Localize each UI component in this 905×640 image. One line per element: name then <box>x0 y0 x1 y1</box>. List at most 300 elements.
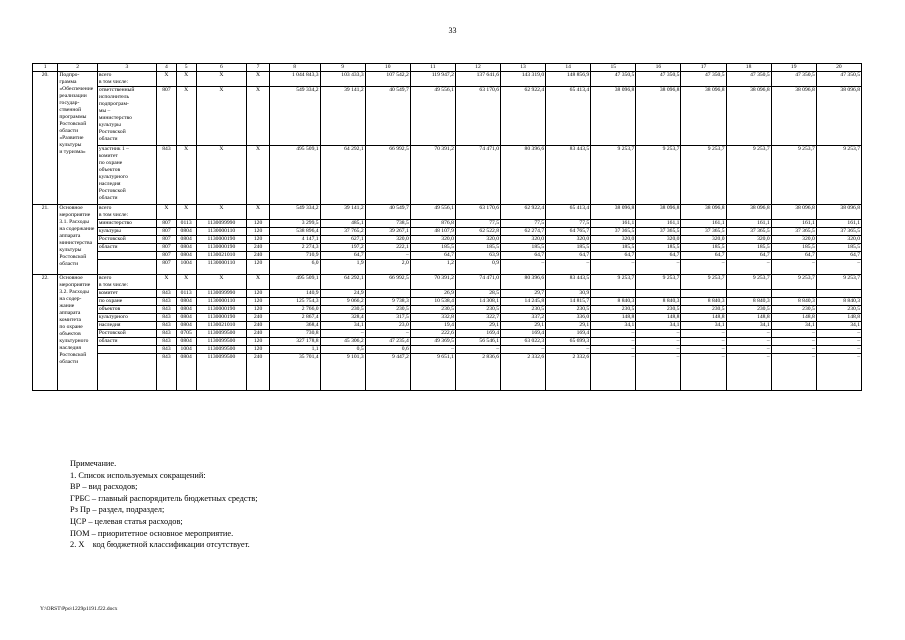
amount-cell: 320,0 <box>455 236 500 244</box>
amount-cell: 169,4 <box>501 330 546 338</box>
amount-cell: 29,1 <box>455 322 500 330</box>
executor-label: Ростовской <box>97 236 156 244</box>
amount-cell: – <box>455 346 500 354</box>
amount-cell: 64,7 <box>591 252 636 260</box>
amount-cell <box>681 290 726 298</box>
amount-cell: 29,1 <box>501 322 546 330</box>
amount-cell: 9 253,7 <box>591 146 636 205</box>
amount-cell: 148 856,9 <box>546 72 591 87</box>
amount-cell: – <box>816 260 861 275</box>
amount-cell: 230,5 <box>681 306 726 314</box>
amount-cell: 738,5 <box>365 220 410 228</box>
column-number: 10 <box>365 64 410 72</box>
amount-cell: 0,5 <box>320 346 365 354</box>
amount-cell <box>365 290 410 298</box>
executor-label: объектов <box>97 306 156 314</box>
executor-label: Ростовской <box>97 330 156 338</box>
amount-cell: 24,9 <box>320 290 365 298</box>
budget-code-cell: X <box>176 205 196 220</box>
amount-cell: 9 253,7 <box>681 275 726 290</box>
amount-cell: 2 274,3 <box>269 244 320 252</box>
amount-cell: 38 096,8 <box>816 205 861 220</box>
amount-cell: 222,1 <box>365 244 410 252</box>
budget-code-cell: 1130000110 <box>196 228 247 236</box>
table-row <box>33 260 862 275</box>
amount-cell: 161,1 <box>636 220 681 228</box>
amount-cell: 549 334,2 <box>269 87 320 146</box>
amount-cell: 38 096,8 <box>591 205 636 220</box>
column-number: 1 <box>33 64 58 72</box>
amount-cell: 185,5 <box>410 244 455 252</box>
executor-label: по охране <box>97 298 156 306</box>
amount-cell: 2 766,0 <box>269 306 320 314</box>
amount-cell: 137 641,6 <box>455 72 500 87</box>
amount-cell: 148,8 <box>816 314 861 322</box>
amount-cell: 125 754,3 <box>269 298 320 306</box>
amount-cell: 495 509,1 <box>269 275 320 290</box>
amount-cell: 230,5 <box>636 306 681 314</box>
budget-code-cell: 240 <box>247 354 270 391</box>
amount-cell: 9 253,7 <box>726 275 771 290</box>
amount-cell: 37 365,5 <box>816 228 861 236</box>
amount-cell: 148,8 <box>636 314 681 322</box>
amount-cell: – <box>771 260 816 275</box>
amount-cell: – <box>726 354 771 391</box>
amount-cell: – <box>501 346 546 354</box>
amount-cell: 47 350,5 <box>816 72 861 87</box>
amount-cell: 63 170,6 <box>455 87 500 146</box>
amount-cell: 34,1 <box>636 322 681 330</box>
amount-cell: 83 443,5 <box>546 275 591 290</box>
budget-code-cell: X <box>176 275 196 290</box>
budget-code-cell: 843 <box>157 322 177 330</box>
budget-code-cell: 1130099500 <box>196 346 247 354</box>
amount-cell <box>726 290 771 298</box>
amount-cell: – <box>591 354 636 391</box>
amount-cell: 47 350,5 <box>726 72 771 87</box>
amount-cell: 9 253,7 <box>636 146 681 205</box>
budget-code-cell: 1130099500 <box>196 330 247 338</box>
budget-code-cell: 1130000190 <box>196 236 247 244</box>
budget-code-cell: 843 <box>157 306 177 314</box>
budget-code-cell: 807 <box>157 236 177 244</box>
amount-cell: 49 556,1 <box>410 87 455 146</box>
amount-cell: 28,5 <box>455 290 500 298</box>
amount-cell: 1,9 <box>320 260 365 275</box>
table-row <box>33 236 862 244</box>
amount-cell: 2,0 <box>365 260 410 275</box>
amount-cell: – <box>726 338 771 346</box>
amount-cell: – <box>681 338 726 346</box>
amount-cell: 80 396,6 <box>501 146 546 205</box>
amount-cell: 230,5 <box>546 306 591 314</box>
amount-cell: 14 308,1 <box>455 298 500 306</box>
table-row <box>33 346 862 354</box>
column-number: 18 <box>726 64 771 72</box>
budget-code-cell: X <box>176 146 196 205</box>
budget-code-cell: 807 <box>157 252 177 260</box>
amount-cell <box>636 290 681 298</box>
amount-cell: 70 391,2 <box>410 146 455 205</box>
amount-cell: 34,1 <box>771 322 816 330</box>
executor-label: культурного <box>97 314 156 322</box>
budget-code-cell: 120 <box>247 306 270 314</box>
amount-cell: 64 292,1 <box>320 275 365 290</box>
table-row <box>33 228 862 236</box>
budget-code-cell: 1130000190 <box>196 244 247 252</box>
budget-code-cell: 807 <box>157 228 177 236</box>
amount-cell: 64,7 <box>546 252 591 260</box>
amount-cell: 64,7 <box>681 252 726 260</box>
amount-cell: – <box>726 260 771 275</box>
note-line: 1. Список используемых сокращений: <box>70 470 206 480</box>
budget-code-cell: X <box>196 146 247 205</box>
budget-code-cell: 0804 <box>176 306 196 314</box>
amount-cell: – <box>546 260 591 275</box>
amount-cell: 8 840,3 <box>591 298 636 306</box>
amount-cell: 38 096,8 <box>681 87 726 146</box>
amount-cell: 1 044 843,3 <box>269 72 320 87</box>
column-number: 16 <box>636 64 681 72</box>
amount-cell: – <box>320 330 365 338</box>
budget-code-cell: 1130000190 <box>196 306 247 314</box>
amount-cell: 185,5 <box>636 244 681 252</box>
executor-label: министерство <box>97 220 156 228</box>
amount-cell: – <box>816 330 861 338</box>
row-number: 22. <box>33 275 58 391</box>
amount-cell: 64,7 <box>501 252 546 260</box>
amount-cell: 9 447,2 <box>365 354 410 391</box>
column-number: 14 <box>546 64 591 72</box>
table-row <box>33 314 862 322</box>
amount-cell: 169,4 <box>455 330 500 338</box>
amount-cell: 2 867,4 <box>269 314 320 322</box>
table-row <box>33 72 862 87</box>
amount-cell: – <box>591 260 636 275</box>
program-name: Основное мероприятие 3.2. Расходы на содер- жание аппарата комитета по охране объектов культурного наследия Ростовской области <box>58 275 97 391</box>
table-row <box>33 146 862 205</box>
amount-cell: 185,5 <box>681 244 726 252</box>
executor-label: участник 1 – комитет по охране объектов культурного наследия Ростовской области <box>97 146 156 205</box>
budget-code-cell: 843 <box>157 338 177 346</box>
table-row <box>33 244 862 252</box>
amount-cell: 64,7 <box>816 252 861 260</box>
amount-cell <box>591 290 636 298</box>
executor-label: области <box>97 338 156 346</box>
executor-label: комитет <box>97 290 156 298</box>
budget-code-cell: 0705 <box>176 330 196 338</box>
amount-cell: 230,5 <box>501 306 546 314</box>
budget-code-cell: 1130021010 <box>196 322 247 330</box>
amount-cell: 9 253,7 <box>726 146 771 205</box>
executor-label: культуры <box>97 228 156 236</box>
amount-cell: 40 549,7 <box>365 87 410 146</box>
amount-cell: – <box>636 354 681 391</box>
budget-code-cell: X <box>196 72 247 87</box>
amount-cell: 64 765,7 <box>546 228 591 236</box>
note-line: ВР – вид расходов; <box>70 482 138 492</box>
amount-cell: 34,1 <box>320 322 365 330</box>
amount-cell: 368,4 <box>269 322 320 330</box>
amount-cell: 230,5 <box>455 306 500 314</box>
amount-cell: 9 253,7 <box>816 146 861 205</box>
budget-code-cell: 0804 <box>176 314 196 322</box>
amount-cell: 322,7 <box>455 314 500 322</box>
amount-cell <box>771 290 816 298</box>
column-number: 7 <box>247 64 270 72</box>
amount-cell: 185,5 <box>501 244 546 252</box>
amount-cell: 37 365,5 <box>726 228 771 236</box>
budget-code-cell: 0113 <box>176 220 196 228</box>
amount-cell: 148,8 <box>681 314 726 322</box>
budget-code-cell: 0113 <box>176 290 196 298</box>
amount-cell: 63,9 <box>455 252 500 260</box>
table-row <box>33 298 862 306</box>
budget-code-cell: X <box>247 275 270 290</box>
amount-cell: 9 253,7 <box>591 275 636 290</box>
table-row <box>33 306 862 314</box>
amount-cell: 337,2 <box>501 314 546 322</box>
budget-code-cell: 1130099990 <box>196 220 247 228</box>
budget-code-cell: X <box>247 146 270 205</box>
amount-cell: 320,0 <box>726 236 771 244</box>
amount-cell: – <box>771 346 816 354</box>
amount-cell: 320,0 <box>816 236 861 244</box>
budget-code-cell: X <box>247 205 270 220</box>
amount-cell: 185,5 <box>546 244 591 252</box>
amount-cell: 1,1 <box>269 346 320 354</box>
amount-cell: 185,5 <box>591 244 636 252</box>
budget-code-cell: 120 <box>247 236 270 244</box>
budget-code-cell: 0804 <box>176 298 196 306</box>
budget-code-cell: 120 <box>247 220 270 228</box>
amount-cell: 107 542,2 <box>365 72 410 87</box>
amount-cell: 222,6 <box>410 330 455 338</box>
amount-cell: 230,5 <box>410 306 455 314</box>
column-number: 19 <box>771 64 816 72</box>
amount-cell: 30,9 <box>546 290 591 298</box>
amount-cell: 320,0 <box>591 236 636 244</box>
budget-code-cell: 240 <box>247 314 270 322</box>
program-name: Подпро- грамма «Обеспечение реализации государ- ственной программы Ростовской области «Развитие культуры и туризма» <box>58 72 97 205</box>
amount-cell: 74 471,0 <box>455 146 500 205</box>
budget-code-cell: 120 <box>247 260 270 275</box>
table-row <box>33 220 862 228</box>
amount-cell: 38 096,8 <box>726 205 771 220</box>
amount-cell: 1,2 <box>410 260 455 275</box>
amount-cell: 8 840,3 <box>636 298 681 306</box>
amount-cell: – <box>636 260 681 275</box>
amount-cell: 320,0 <box>636 236 681 244</box>
amount-cell: 29,1 <box>546 322 591 330</box>
amount-cell: – <box>816 346 861 354</box>
budget-code-cell: 807 <box>157 244 177 252</box>
amount-cell: 8 840,3 <box>771 298 816 306</box>
executor-label <box>97 354 156 391</box>
amount-cell: 62 922,4 <box>501 87 546 146</box>
budget-code-cell: 843 <box>157 330 177 338</box>
amount-cell: 538 896,4 <box>269 228 320 236</box>
amount-cell: 47 235,4 <box>365 338 410 346</box>
amount-cell: 34,1 <box>726 322 771 330</box>
executor-label <box>97 252 156 260</box>
amount-cell: 38 096,8 <box>771 205 816 220</box>
amount-cell: 62 274,7 <box>501 228 546 236</box>
amount-cell: 320,0 <box>771 236 816 244</box>
amount-cell: 185,5 <box>771 244 816 252</box>
amount-cell: 230,5 <box>591 306 636 314</box>
budget-code-cell: 240 <box>247 252 270 260</box>
budget-code-cell: 120 <box>247 298 270 306</box>
amount-cell: 64,7 <box>771 252 816 260</box>
amount-cell: – <box>501 260 546 275</box>
amount-cell: 56 546,1 <box>455 338 500 346</box>
amount-cell: 14 815,7 <box>546 298 591 306</box>
budget-code-cell: 807 <box>157 260 177 275</box>
amount-cell: 9 253,7 <box>636 275 681 290</box>
amount-cell: 37 365,5 <box>681 228 726 236</box>
amount-cell: 10 538,4 <box>410 298 455 306</box>
amount-cell: 9 253,7 <box>816 275 861 290</box>
amount-cell: 730,8 <box>269 330 320 338</box>
budget-code-cell: 240 <box>247 330 270 338</box>
amount-cell: – <box>591 338 636 346</box>
budget-code-cell: X <box>157 72 177 87</box>
budget-code-cell: 1130021010 <box>196 252 247 260</box>
budget-code-cell: 120 <box>247 338 270 346</box>
budget-code-cell: X <box>176 87 196 146</box>
budget-code-cell: X <box>157 205 177 220</box>
column-number: 3 <box>97 64 156 72</box>
amount-cell: 35 701,4 <box>269 354 320 391</box>
amount-cell: – <box>771 330 816 338</box>
budget-code-cell: 0804 <box>176 354 196 391</box>
amount-cell: 9 253,7 <box>681 146 726 205</box>
budget-code-cell: 843 <box>157 314 177 322</box>
executor-label: всего в том числе: <box>97 205 156 220</box>
amount-cell: 2 332,6 <box>501 354 546 391</box>
notes-block <box>70 458 258 551</box>
amount-cell: 495 509,1 <box>269 146 320 205</box>
amount-cell: 37 365,5 <box>636 228 681 236</box>
executor-label: всего в том числе: <box>97 72 156 87</box>
budget-code-cell: 120 <box>247 346 270 354</box>
executor-label: области <box>97 244 156 252</box>
amount-cell: 317,5 <box>365 314 410 322</box>
amount-cell: 230,5 <box>816 306 861 314</box>
amount-cell: 23,0 <box>365 322 410 330</box>
budget-code-cell: 240 <box>247 244 270 252</box>
budget-code-cell: 0804 <box>176 322 196 330</box>
amount-cell: 148,8 <box>726 314 771 322</box>
amount-cell: 185,5 <box>816 244 861 252</box>
amount-cell: 876,8 <box>410 220 455 228</box>
amount-cell: 83 443,5 <box>546 146 591 205</box>
amount-cell: 0,9 <box>455 260 500 275</box>
column-number: 13 <box>501 64 546 72</box>
amount-cell: 38 096,8 <box>636 205 681 220</box>
budget-code-cell: 1004 <box>176 346 196 354</box>
table-row <box>33 330 862 338</box>
amount-cell: 332,8 <box>410 314 455 322</box>
amount-cell: 40 549,7 <box>365 205 410 220</box>
amount-cell: – <box>681 346 726 354</box>
note-line: ПОМ – приоритетное основное мероприятие. <box>70 528 234 538</box>
amount-cell: 161,1 <box>726 220 771 228</box>
amount-cell: 320,0 <box>681 236 726 244</box>
table-row <box>33 322 862 330</box>
amount-cell: 64,7 <box>636 252 681 260</box>
budget-code-cell: 120 <box>247 228 270 236</box>
column-number: 20 <box>816 64 861 72</box>
amount-cell: 39 141,2 <box>320 205 365 220</box>
column-number: 4 <box>157 64 177 72</box>
note-line: ЦСР – целевая статья расходов; <box>70 516 183 526</box>
column-number: 8 <box>269 64 320 72</box>
amount-cell: 26,9 <box>410 290 455 298</box>
budget-code-cell: 807 <box>157 87 177 146</box>
amount-cell: 65 413,4 <box>546 205 591 220</box>
executor-label <box>97 346 156 354</box>
amount-cell: 37 765,2 <box>320 228 365 236</box>
amount-cell: – <box>636 338 681 346</box>
budget-code-cell: X <box>247 87 270 146</box>
amount-cell <box>816 290 861 298</box>
amount-cell: 2 332,6 <box>546 354 591 391</box>
amount-cell: 8 840,3 <box>816 298 861 306</box>
budget-code-cell: 843 <box>157 354 177 391</box>
budget-code-cell: 0804 <box>176 338 196 346</box>
amount-cell: 485,1 <box>320 220 365 228</box>
column-number: 9 <box>320 64 365 72</box>
amount-cell: 63 022,3 <box>501 338 546 346</box>
amount-cell: 9 253,7 <box>771 275 816 290</box>
amount-cell: 9 066,2 <box>320 298 365 306</box>
amount-cell: 328,4 <box>320 314 365 322</box>
table-row <box>33 87 862 146</box>
amount-cell: 62 522,8 <box>455 228 500 236</box>
executor-label: ответственный исполнитель подпрограм- мы – министерство культуры Ростовской области <box>97 87 156 146</box>
amount-cell: 148,8 <box>591 314 636 322</box>
column-number: 17 <box>681 64 726 72</box>
amount-cell: 65 699,3 <box>546 338 591 346</box>
amount-cell: – <box>546 346 591 354</box>
column-number: 15 <box>591 64 636 72</box>
amount-cell: 8 840,3 <box>726 298 771 306</box>
budget-code-cell: 0804 <box>176 244 196 252</box>
amount-cell: – <box>681 260 726 275</box>
amount-cell: 161,1 <box>591 220 636 228</box>
amount-cell: – <box>681 330 726 338</box>
amount-cell: 37 365,5 <box>771 228 816 236</box>
budget-code-cell: 843 <box>157 146 177 205</box>
amount-cell: 38 096,8 <box>816 87 861 146</box>
amount-cell: 39 267,1 <box>365 228 410 236</box>
amount-cell: – <box>365 330 410 338</box>
amount-cell: – <box>636 346 681 354</box>
amount-cell: 3 299,5 <box>269 220 320 228</box>
amount-cell: 336,0 <box>546 314 591 322</box>
amount-cell: 64,7 <box>410 252 455 260</box>
budget-code-cell: 807 <box>157 220 177 228</box>
amount-cell: 34,1 <box>816 322 861 330</box>
executor-label <box>97 260 156 275</box>
amount-cell: 63 170,6 <box>455 205 500 220</box>
table-row <box>33 338 862 346</box>
row-number: 21. <box>33 205 58 275</box>
budget-code-cell: 0804 <box>176 252 196 260</box>
amount-cell: 65 413,4 <box>546 87 591 146</box>
